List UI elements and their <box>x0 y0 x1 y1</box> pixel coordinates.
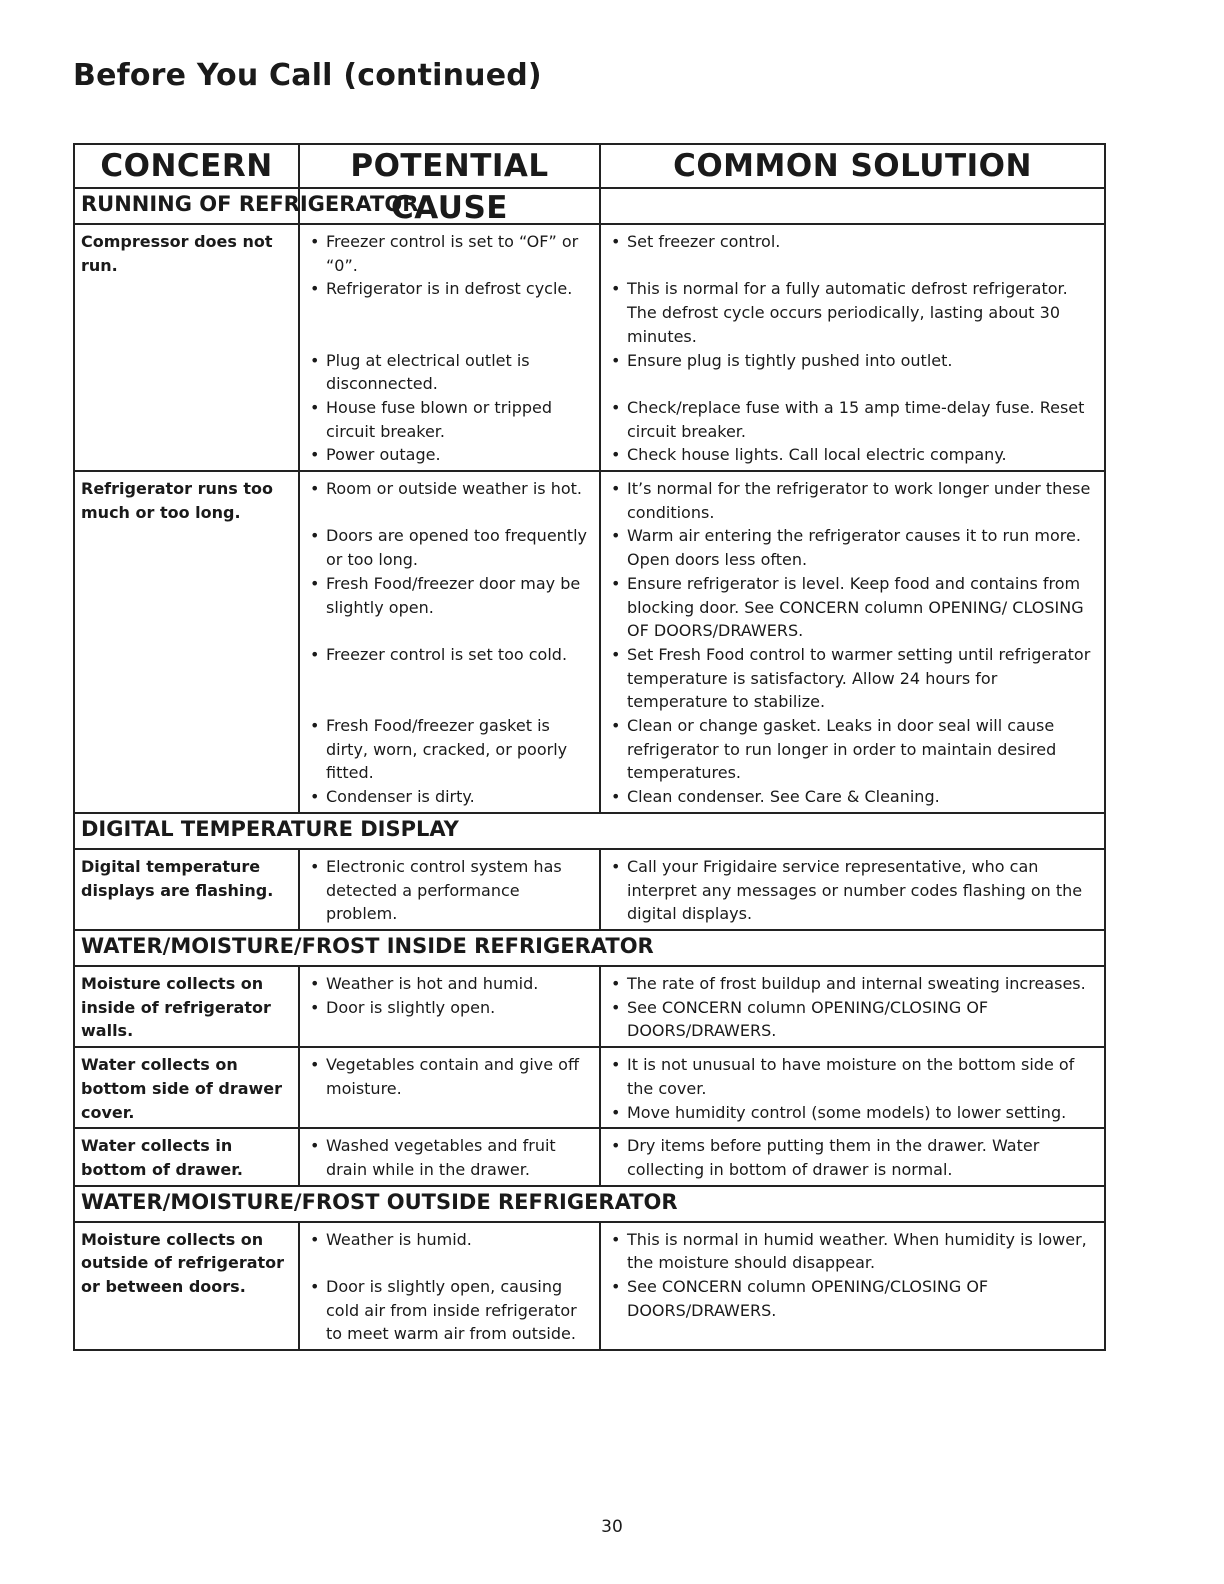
solution-text: Check/replace fuse with a 15 amp time-delay fuse. Reset circuit breaker. <box>627 397 1085 441</box>
cause-cell <box>298 967 599 996</box>
bullet-icon: • <box>611 997 621 1017</box>
solution-cell <box>599 1129 1104 1184</box>
cause-text: Washed vegetables and fruit drain while in the drawer. <box>326 1136 556 1179</box>
solution-text: Ensure plug is tightly pushed into outlet. <box>627 350 953 370</box>
solution-cell <box>599 443 1104 470</box>
cause-text: Freezer control is set to “OF” or “0”. <box>326 232 579 275</box>
concern-cell: Refrigerator runs too much or too long. <box>81 479 273 522</box>
section-heading: DIGITAL TEMPERATURE DISPLAY <box>75 814 1104 850</box>
bullet-icon: • <box>310 997 320 1017</box>
cause-text: Refrigerator is in defrost cycle. <box>326 279 573 299</box>
cause-text: House fuse blown or tripped circuit breaker. <box>326 397 553 441</box>
bullet-icon: • <box>310 973 320 993</box>
bullet-icon: • <box>310 1229 320 1249</box>
troubleshooting-table <box>73 143 1106 1351</box>
header-common-solution: COMMON SOLUTION <box>599 145 1104 229</box>
table-row <box>75 1223 1104 1350</box>
bullet-icon: • <box>310 1055 320 1075</box>
cause-text: Condenser is dirty. <box>326 787 475 807</box>
cause-cell <box>298 396 599 443</box>
bullet-icon: • <box>310 479 320 499</box>
cause-cell <box>298 472 599 524</box>
cause-cell <box>298 996 599 1046</box>
bullet-icon: • <box>611 397 621 417</box>
bullet-icon: • <box>611 644 621 664</box>
cause-cell <box>298 1223 599 1275</box>
bullet-icon: • <box>310 397 320 417</box>
solution-cell <box>599 850 1104 929</box>
bullet-icon: • <box>310 1277 320 1297</box>
header-potential-cause: POTENTIAL CAUSE <box>298 145 599 229</box>
section-heading: RUNNING OF REFRIGERATOR <box>75 189 1104 225</box>
bullet-icon: • <box>611 1229 621 1249</box>
solution-text: The rate of frost buildup and internal sweating increases. <box>627 973 1086 993</box>
solution-cell <box>599 1101 1104 1128</box>
bullet-icon: • <box>310 232 320 251</box>
bullet-icon: • <box>310 445 320 465</box>
solution-cell <box>599 1223 1104 1275</box>
cause-cell <box>298 349 599 396</box>
solution-cell <box>599 643 1104 714</box>
cause-cell <box>298 1048 599 1100</box>
cause-text: Freezer control is set too cold. <box>326 644 568 664</box>
table-row <box>75 850 1104 931</box>
header-concern: CONCERN <box>100 148 273 184</box>
cause-cell <box>298 524 599 571</box>
solution-cell <box>599 1048 1104 1100</box>
cause-text: Vegetables contain and give off moisture. <box>326 1055 579 1098</box>
solution-text: See CONCERN column OPENING/CLOSING OF DOORS/DRAWERS. <box>627 1277 989 1320</box>
solution-cell <box>599 524 1104 571</box>
bullet-icon: • <box>310 573 320 593</box>
solution-text: This is normal in humid weather. When humidity is lower, the moisture should disappear. <box>627 1229 1087 1273</box>
bullet-icon: • <box>611 1277 621 1297</box>
cause-cell <box>298 1101 599 1128</box>
bullet-icon: • <box>611 279 621 299</box>
concern-cell: Compressor does not run. <box>81 232 273 275</box>
bullet-icon: • <box>310 350 320 370</box>
cause-cell <box>298 225 599 277</box>
solution-cell <box>599 967 1104 996</box>
bullet-icon: • <box>611 787 621 807</box>
cause-cell <box>298 1129 599 1184</box>
page-number: 30 <box>601 1517 623 1537</box>
bullet-icon: • <box>611 1055 621 1075</box>
section-heading: WATER/MOISTURE/FROST OUTSIDE REFRIGERATOR <box>75 1187 1104 1223</box>
cause-cell <box>298 277 599 348</box>
solution-cell <box>599 996 1104 1046</box>
cause-text: Fresh Food/freezer gasket is dirty, worn, cracked, or poorly fitted. <box>326 716 568 783</box>
solution-text: Call your Frigidaire service representative, who can interpret any messages or number codes flashing on the digital displays. <box>627 856 1083 924</box>
cause-cell <box>298 443 599 470</box>
concern-cell: Moisture collects on inside of refrigerator walls. <box>81 973 271 1041</box>
cause-text: Power outage. <box>326 445 441 465</box>
solution-text: See CONCERN column OPENING/CLOSING OF DOORS/DRAWERS. <box>627 997 989 1041</box>
cause-text: Door is slightly open. <box>326 997 496 1017</box>
bullet-icon: • <box>310 1136 320 1156</box>
cause-cell <box>298 1275 599 1349</box>
solution-text: It is not unusual to have moisture on the bottom side of the cover. <box>627 1055 1075 1098</box>
solution-cell <box>599 1275 1104 1349</box>
cause-cell <box>298 643 599 714</box>
solution-cell <box>599 714 1104 785</box>
solution-cell <box>599 277 1104 348</box>
bullet-icon: • <box>310 526 320 546</box>
bullet-icon: • <box>310 644 320 664</box>
solution-cell <box>599 472 1104 524</box>
bullet-icon: • <box>611 350 621 370</box>
solution-text: Set Fresh Food control to warmer setting until refrigerator temperature is satisfactory. Allow 24 hours for temperature to stabilize. <box>627 644 1091 712</box>
concern-cell: Water collects on bottom side of drawer cover. <box>81 1055 283 1122</box>
solution-cell <box>599 396 1104 443</box>
cause-text: Room or outside weather is hot. <box>326 479 582 499</box>
bullet-icon: • <box>611 856 621 876</box>
concern-cell: Moisture collects on outside of refrigerator or between doors. <box>81 1229 285 1297</box>
bullet-icon: • <box>611 973 621 993</box>
table-row <box>75 225 1104 472</box>
table-row <box>75 967 1104 1048</box>
bullet-icon: • <box>310 716 320 736</box>
cause-text: Plug at electrical outlet is disconnected. <box>326 350 530 394</box>
bullet-icon: • <box>310 279 320 299</box>
solution-cell <box>599 349 1104 396</box>
concern-cell: Digital temperature displays are flashing. <box>81 856 274 900</box>
bullet-icon: • <box>611 445 621 465</box>
cause-cell <box>298 850 599 929</box>
bullet-icon: • <box>611 573 621 593</box>
solution-text: Clean or change gasket. Leaks in door seal will cause refrigerator to run longer in order to maintain desired temperatures. <box>627 716 1057 783</box>
solution-text: Warm air entering the refrigerator causes it to run more. Open doors less often. <box>627 526 1081 570</box>
section-heading: WATER/MOISTURE/FROST INSIDE REFRIGERATOR <box>75 931 1104 967</box>
bullet-icon: • <box>310 787 320 807</box>
table-row <box>75 472 1104 814</box>
solution-text: It’s normal for the refrigerator to work longer under these conditions. <box>627 479 1091 522</box>
bullet-icon: • <box>611 526 621 546</box>
cause-cell <box>298 714 599 785</box>
solution-text: Dry items before putting them in the drawer. Water collecting in bottom of drawer is normal. <box>627 1136 1040 1179</box>
cause-text: Fresh Food/freezer door may be slightly open. <box>326 573 581 617</box>
cause-cell <box>298 785 599 812</box>
bullet-icon: • <box>611 1102 621 1122</box>
cause-text: Doors are opened too frequently or too long. <box>326 526 587 570</box>
bullet-icon: • <box>611 716 621 736</box>
bullet-icon: • <box>611 1136 621 1156</box>
page-title: Before You Call (continued) <box>73 58 542 93</box>
bullet-icon: • <box>611 232 621 251</box>
bullet-icon: • <box>310 856 320 876</box>
solution-text: Clean condenser. See Care & Cleaning. <box>627 787 940 807</box>
solution-text: This is normal for a fully automatic defrost refrigerator. The defrost cycle occurs periodically, lasting about 30 minutes. <box>627 279 1068 346</box>
cause-text: Weather is humid. <box>326 1229 472 1249</box>
solution-text: Set freezer control. <box>627 232 781 251</box>
cause-text: Electronic control system has detected a performance problem. <box>326 856 562 924</box>
solution-text: Check house lights. Call local electric company. <box>627 445 1007 465</box>
solution-cell <box>599 785 1104 812</box>
table-row <box>75 1048 1104 1129</box>
solution-cell <box>599 572 1104 643</box>
table-row <box>75 1129 1104 1186</box>
cause-text: Weather is hot and humid. <box>326 973 539 993</box>
bullet-icon: • <box>611 479 621 499</box>
solution-cell <box>599 225 1104 277</box>
solution-text: Move humidity control (some models) to lower setting. <box>627 1102 1067 1122</box>
concern-cell: Water collects in bottom of drawer. <box>81 1136 243 1179</box>
cause-cell <box>298 572 599 643</box>
solution-text: Ensure refrigerator is level. Keep food and contains from blocking door. See CONCERN column OPENING/ CLOSING OF DOORS/DRAWERS. <box>627 573 1084 641</box>
cause-text: Door is slightly open, causing cold air from inside refrigerator to meet warm air from outside. <box>326 1277 577 1344</box>
